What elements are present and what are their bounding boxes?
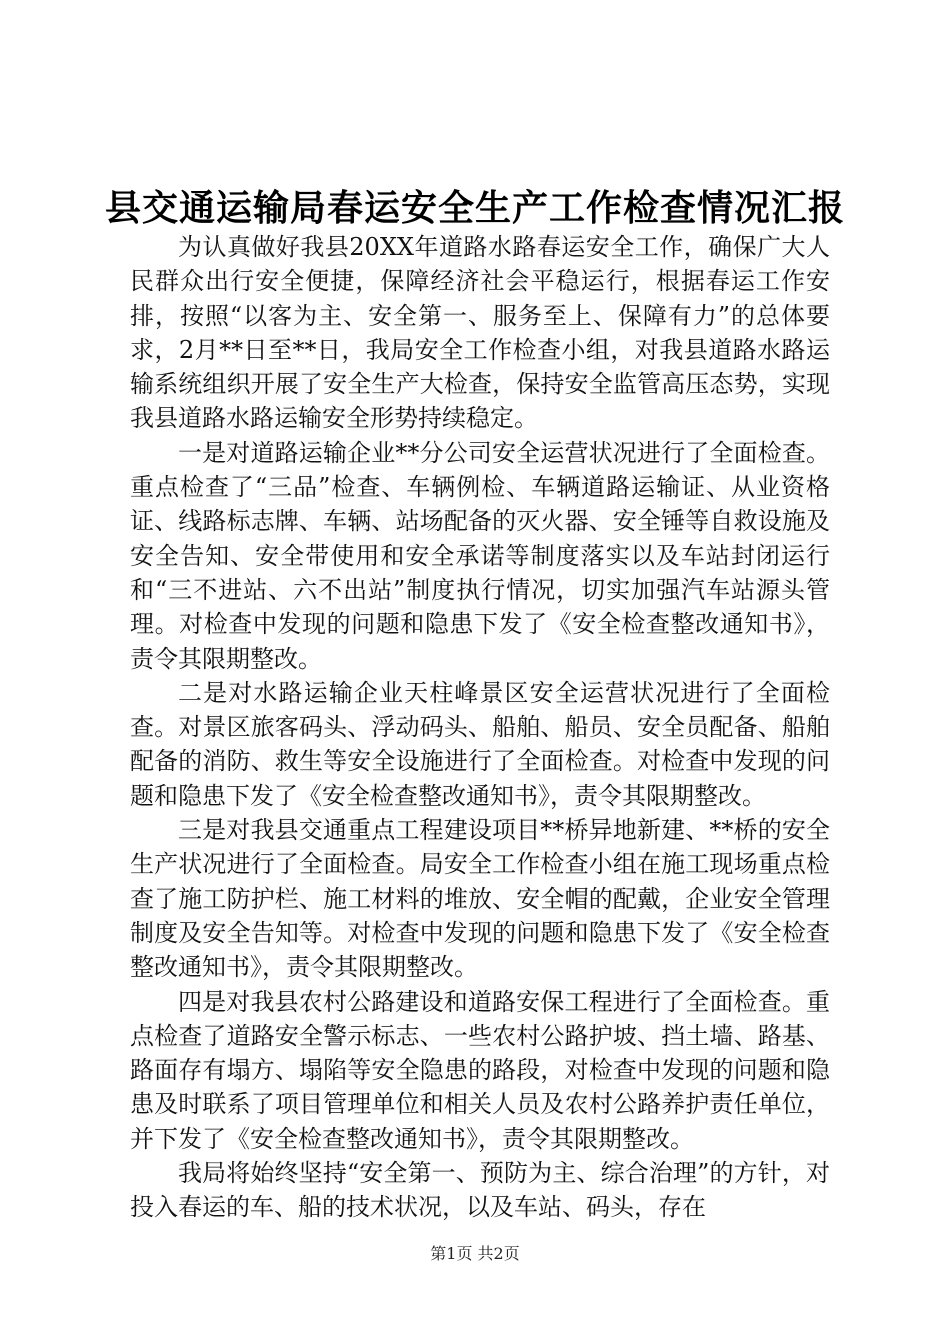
paragraph-item-3: 三是对我县交通重点工程建设项目**桥异地新建、**桥的安全生产状况进行了全面检查。局安全工作检查小组在施工现场重点检查了施工防护栏、施工材料的堆放、安全帽的配戴，企业安全管理制度及安全告知等。对检查中发现的问题和隐患下发了《安全检查整改通知书》，责令其限期整改。 — [130, 816, 830, 982]
paragraph-item-2: 二是对水路运输企业天柱峰景区安全运营状况进行了全面检查。对景区旅客码头、浮动码头、船舶、船员、安全员配备、船舶配备的消防、救生等安全设施进行了全面检查。对检查中发现的问题和隐患下发了《安全检查整改通知书》，责令其限期整改。 — [130, 678, 830, 810]
document-body — [130, 230, 830, 1225]
paragraph-item-4: 四是对我县农村公路建设和道路安保工程进行了全面检查。重点检查了道路安全警示标志、一些农村公路护坡、挡土墙、路基、路面存有塌方、塌陷等安全隐患的路段，对检查中发现的问题和隐患及时联系了项目管理单位和相关人员及农村公路养护责任单位，并下发了《安全检查整改通知书》，责令其限期整改。 — [130, 987, 830, 1153]
paragraph-closing: 我局将始终坚持“安全第一、预防为主、综合治理”的方针，对投入春运的车、船的技术状况，以及车站、码头，存在 — [130, 1159, 830, 1222]
page-footer: 第1页 共2页 — [430, 1244, 520, 1263]
document-title: 县交通运输局春运安全生产工作检查情况汇报 — [104, 188, 845, 229]
paragraph-intro: 为认真做好我县20XX年道路水路春运安全工作，确保广大人民群众出行安全便捷，保障经济社会平稳运行，根据春运工作安排，按照“以客为主、安全第一、服务至上、保障有力”的总体要求，2月**日至**日，我局安全工作检查小组，对我县道路水路运输系统组织开展了安全生产大检查，保持安全监管高压态势，实现我县道路水路运输安全形势持续稳定。 — [130, 233, 830, 433]
paragraph-item-1: 一是对道路运输企业**分公司安全运营状况进行了全面检查。重点检查了“三品”检查、车辆例检、车辆道路运输证、从业资格证、线路标志牌、车辆、站场配备的灭火器、安全锤等自救设施及安全告知、安全带使用和安全承诺等制度落实以及车站封闭运行和“三不进站、六不出站”制度执行情况，切实加强汽车站源头管理。对检查中发现的问题和隐患下发了《安全检查整改通知书》，责令其限期整改。 — [130, 438, 830, 673]
